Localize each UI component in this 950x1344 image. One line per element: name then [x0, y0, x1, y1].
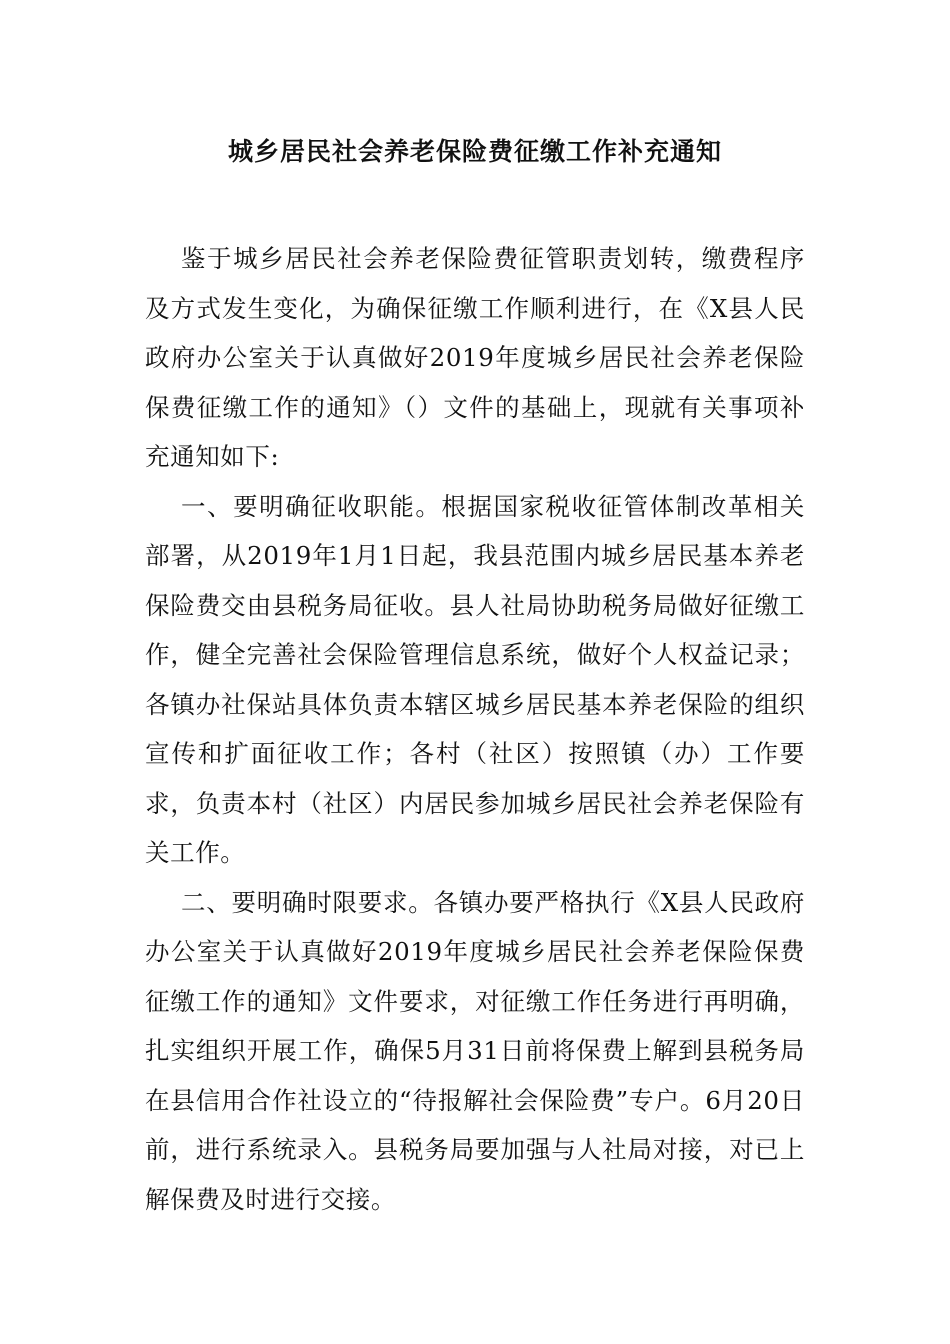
intro-paragraph: 鉴于城乡居民社会养老保险费征管职责划转，缴费程序及方式发生变化，为确保征缴工作顺利进行，在《X县人民政府办公室关于认真做好2019年度城乡居民社会养老保险保费征缴工作的通知》（）文件的基础上，现就有关事项补充通知如下:: [145, 244, 805, 471]
section-two-paragraph: 二、要明确时限要求。各镇办要严格执行《X县人民政府办公室关于认真做好2019年度城乡居民社会养老保险保费征缴工作的通知》文件要求，对征缴工作任务进行再明确，扎实组织开展工作，确保5月31日前将保费上解到县税务局在县信用合作社设立的“待报解社会保险费”专户。6月20日前，进行系统录入。县税务局要加强与人社局对接，对已上解保费及时进行交接。: [145, 887, 805, 1214]
document-title: 城乡居民社会养老保险费征缴工作补充通知: [227, 137, 722, 166]
section-one-paragraph: 一、要明确征收职能。根据国家税收征管体制改革相关部署，从2019年1月1日起，我县范围内城乡居民基本养老保险费交由县税务局征收。县人社局协助税务局做好征缴工作，健全完善社会保险管理信息系统，做好个人权益记录；各镇办社保站具体负责本辖区城乡居民基本养老保险的组织宣传和扩面征收工作；各村（社区）按照镇（办）工作要求，负责本村（社区）内居民参加城乡居民社会养老保险有关工作。: [145, 491, 805, 867]
document-body: [145, 234, 805, 1224]
